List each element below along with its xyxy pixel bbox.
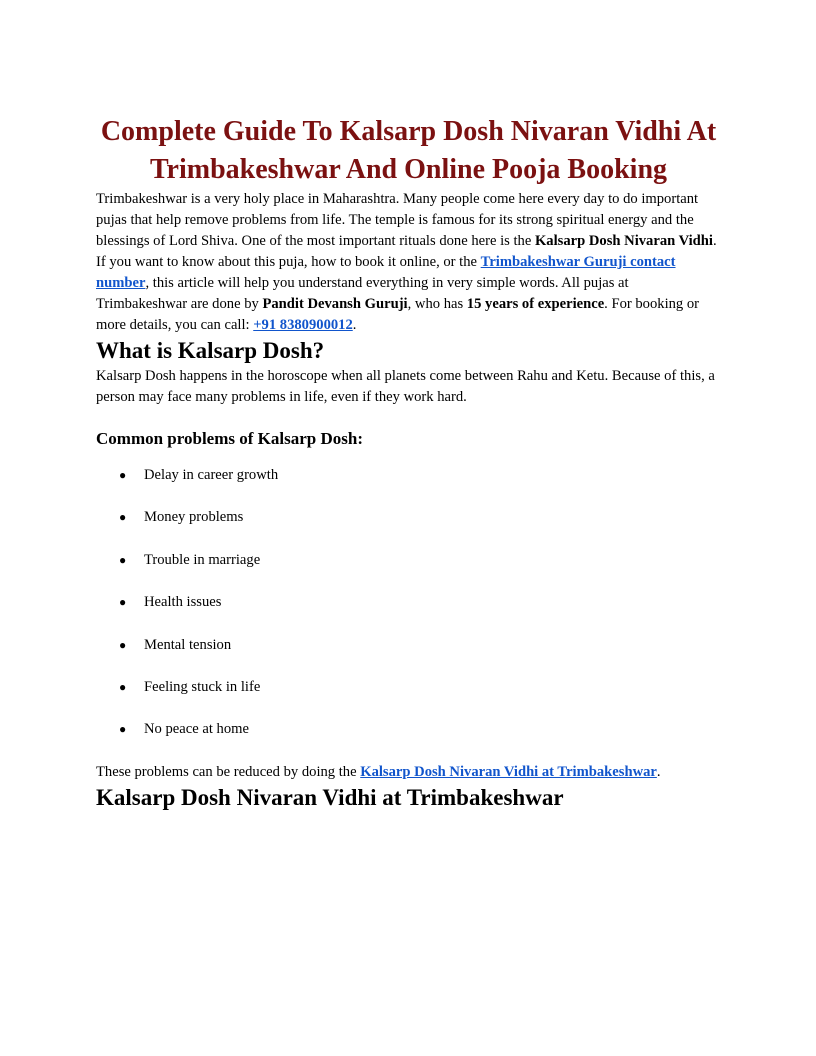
closing-end: . — [656, 763, 661, 780]
list-item — [96, 465, 721, 507]
experience-text: 15 years of experience — [466, 296, 605, 312]
closing-text: These problems can be reduced by doing the — [96, 763, 361, 780]
intro-p1-bold: Kalsarp Dosh Nivaran Vidhi — [534, 233, 713, 249]
problems-list — [96, 465, 721, 762]
phone-number-link[interactable]: +91 8380900012 — [253, 317, 353, 333]
list-item-text: Health issues — [144, 594, 222, 611]
list-item — [96, 677, 721, 719]
list-item — [96, 635, 721, 677]
list-item-text: Trouble in marriage — [144, 551, 261, 568]
guruji-contact-link[interactable]: Trimbakeshwar Guruji contact number — [96, 254, 676, 291]
list-item-text: Feeling stuck in life — [144, 678, 261, 695]
list-item-text: Delay in career growth — [144, 467, 279, 483]
page-title: Complete Guide To Kalsarp Dosh Nivaran Vidhi At Trimbakeshwar And Online Pooja Booking — [100, 116, 717, 185]
kalsarp-definition: Kalsarp Dosh happens in the horoscope when all planets come between Rahu and Ketu. Because of this, a person may face many problems in life, even if they work hard. — [96, 368, 715, 405]
document-page — [96, 113, 721, 813]
closing-paragraph — [96, 762, 721, 783]
intro-paragraph-2 — [96, 252, 721, 336]
pandit-name: Pandit Devansh Guruji — [262, 296, 408, 312]
bullet-icon: ● — [119, 679, 127, 694]
intro-p2-c: , who has — [407, 296, 467, 312]
problems-subheading: Common problems of Kalsarp Dosh: — [96, 429, 363, 448]
section-heading-what-is: What is Kalsarp Dosh? — [96, 338, 325, 363]
intro-p1-text: Trimbakeshwar is a very holy place in Maharashtra. Many people come here every day to do important pujas that help remove problems from life. The temple is famous for its strong spiritual energy and the blessings of Lord Shiva. One of the most important rituals done here is the — [96, 191, 699, 249]
list-item — [96, 550, 721, 592]
list-item-text: No peace at home — [144, 721, 249, 738]
bullet-icon: ● — [119, 637, 127, 652]
bullet-icon: ● — [119, 552, 127, 567]
intro-p1-end: . — [712, 233, 717, 249]
intro-p2-end: . — [352, 317, 357, 333]
bullet-icon: ● — [119, 722, 127, 737]
bullet-icon: ● — [119, 510, 127, 525]
intro-p2-b: , this article will help you understand everything in very simple words. All pujas at Trimbakeshwar are done by — [96, 275, 629, 312]
list-item-text: Money problems — [144, 509, 244, 526]
section-heading-nivaran-vidhi: Kalsarp Dosh Nivaran Vidhi at Trimbakeshwar — [96, 784, 564, 810]
list-item — [96, 507, 721, 549]
list-item — [96, 592, 721, 634]
intro-p2-a: If you want to know about this puja, how to book it online, or the — [96, 254, 481, 270]
intro-p2-d: . For booking or more details, you can call: — [96, 296, 700, 333]
intro-paragraph-1 — [96, 189, 721, 252]
bullet-icon: ● — [119, 468, 127, 482]
nivaran-vidhi-link[interactable]: Kalsarp Dosh Nivaran Vidhi at Trimbakeshwar — [360, 763, 657, 780]
list-item — [96, 719, 721, 761]
list-item-text: Mental tension — [144, 636, 232, 653]
bullet-icon: ● — [119, 595, 127, 610]
